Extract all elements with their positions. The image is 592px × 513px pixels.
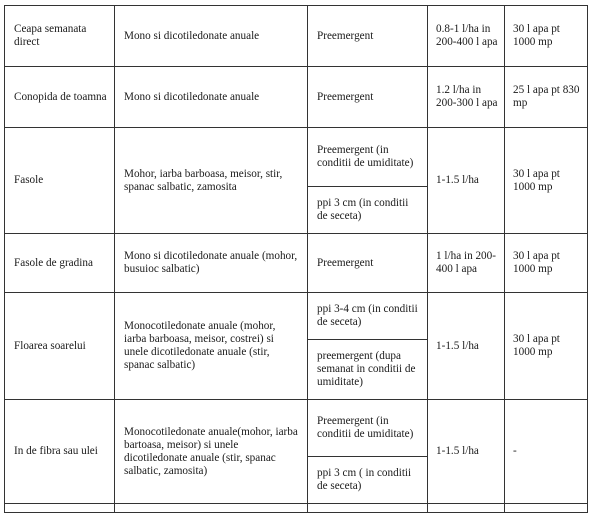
weeds-cell: Mono si dicotiledonate anuale [115,6,308,67]
crop-cell: In de fibra sau ulei [5,400,115,504]
water-cell: 30 l apa pt 1000 mp [505,128,588,234]
application-cell: ppi 3 cm (in conditii de seceta) [308,187,428,234]
application-cell: Preemergent [308,6,428,67]
weeds-cell: Mono si dicotiledonate anuale (mohor, busuioc salbatic) [115,234,308,293]
application-cell: ppi 3-4 cm (in conditii de seceta) [308,293,428,340]
application-cell: Preemergent [308,234,428,293]
empty-cell [428,504,505,513]
weeds-cell: Mohor, iarba barboasa, meisor, stir, spanac salbatic, zamosita [115,128,308,234]
dose-cell: 0.8-1 l/ha in 200-400 l apa [428,6,505,67]
application-cell: Preemergent (in conditii de umiditate) [308,400,428,457]
table-row [5,6,588,67]
water-cell: 30 l apa pt 1000 mp [505,234,588,293]
crop-cell: Conopida de toamna [5,67,115,128]
dose-cell: 1.2 l/ha in 200-300 l apa [428,67,505,128]
herbicide-table [4,5,588,513]
water-cell: 25 l apa pt 830 mp [505,67,588,128]
application-cell: Preemergent (in conditii de umiditate) [308,128,428,187]
weeds-cell: Monocotiledonate anuale (mohor, iarba barboasa, meisor, costrei) si unele dicotiledonate anuale (stir, spanac salbatic) [115,293,308,400]
water-cell: 30 l apa pt 1000 mp [505,6,588,67]
dose-cell: 1 l/ha in 200-400 l apa [428,234,505,293]
dose-cell: 1-1.5 l/ha [428,293,505,400]
table-row [5,293,588,340]
dose-cell: 1-1.5 l/ha [428,128,505,234]
empty-cell [505,504,588,513]
water-cell: 30 l apa pt 1000 mp [505,293,588,400]
table-row-cropped [5,504,588,513]
crop-cell: Ceapa semanata direct [5,6,115,67]
empty-cell [308,504,428,513]
table-row [5,400,588,457]
weeds-cell: Monocotiledonate anuale(mohor, iarba bartoasa, meisor) si unele dicotiledonate anuale (stir, spanac salbatic, zamosita) [115,400,308,504]
crop-cell: Fasole de gradina [5,234,115,293]
empty-cell [115,504,308,513]
application-cell: Preemergent [308,67,428,128]
table-row [5,67,588,128]
crop-cell: Fasole [5,128,115,234]
crop-cell: Floarea soarelui [5,293,115,400]
table-row [5,128,588,187]
dose-cell: 1-1.5 l/ha [428,400,505,504]
application-cell: preemergent (dupa semanat in conditii de umiditate) [308,340,428,400]
application-cell: ppi 3 cm ( in conditii de seceta) [308,457,428,504]
water-cell: - [505,400,588,504]
table-row [5,234,588,293]
weeds-cell: Mono si dicotiledonate anuale [115,67,308,128]
empty-cell [5,504,115,513]
